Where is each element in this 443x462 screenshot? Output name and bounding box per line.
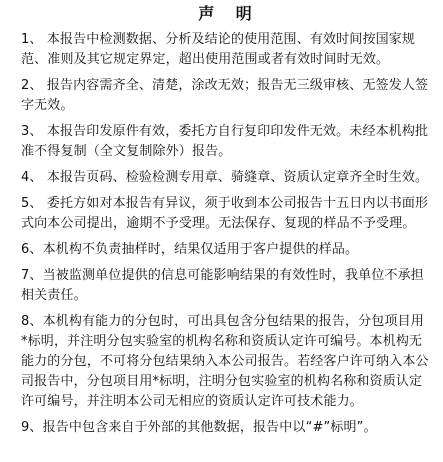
clause-4: 4、 本报告页码、检验检测专用章、骑缝章、资质认定章齐全时生效。	[21, 170, 429, 185]
clause-3: 3、 本报告印发原件有效，委托方自行复印印发件无效。未经本机构批准不得复制（全文复制除外）报告。	[21, 124, 429, 159]
clause-2: 2、 报告内容需齐全、清楚，涂改无效；报告无三级审核、无签发人签字无效。	[21, 78, 429, 113]
clause-5: 5、 委托方如对本报告有异议，须于收到本公司报告十五日内以书面形式向本公司提出，逾期不予受理。无法保存、复现的样品不予受理。	[21, 196, 429, 231]
clause-9: 9、报告中包含来自于外部的其他数据，报告中以“#”标明”。	[21, 420, 377, 435]
clause-6: 6、本机构不负责抽样时，结果仅适用于客户提供的样品。	[21, 242, 359, 257]
clause-list	[21, 30, 429, 438]
page-title: 声 明	[198, 4, 260, 23]
clause-7: 7、当被监测单位提供的信息可能影响结果的有效性时，我单位不承担相关责任。	[21, 268, 424, 303]
clause-1: 1、 本报告中检测数据、分析及结论的使用范围、有效时间按国家规范、准则及其它规定界定，超出使用范围或者有效时间时无效。	[21, 32, 416, 67]
clause-8: 8、本机构有能力的分包时，可出具包含分包结果的报告，分包项目用*标明，并注明分包实验室的机构名称和资质认定许可编号。本机构无能力的分包，不可将分包结果纳入本公司报告。若经客户许可纳入本公司报告中，分包项目用*标明，注明分包实验室的机构名称和资质认定许可编号，并注明本公司无相应的资质认定许可技术能力。	[21, 314, 429, 409]
